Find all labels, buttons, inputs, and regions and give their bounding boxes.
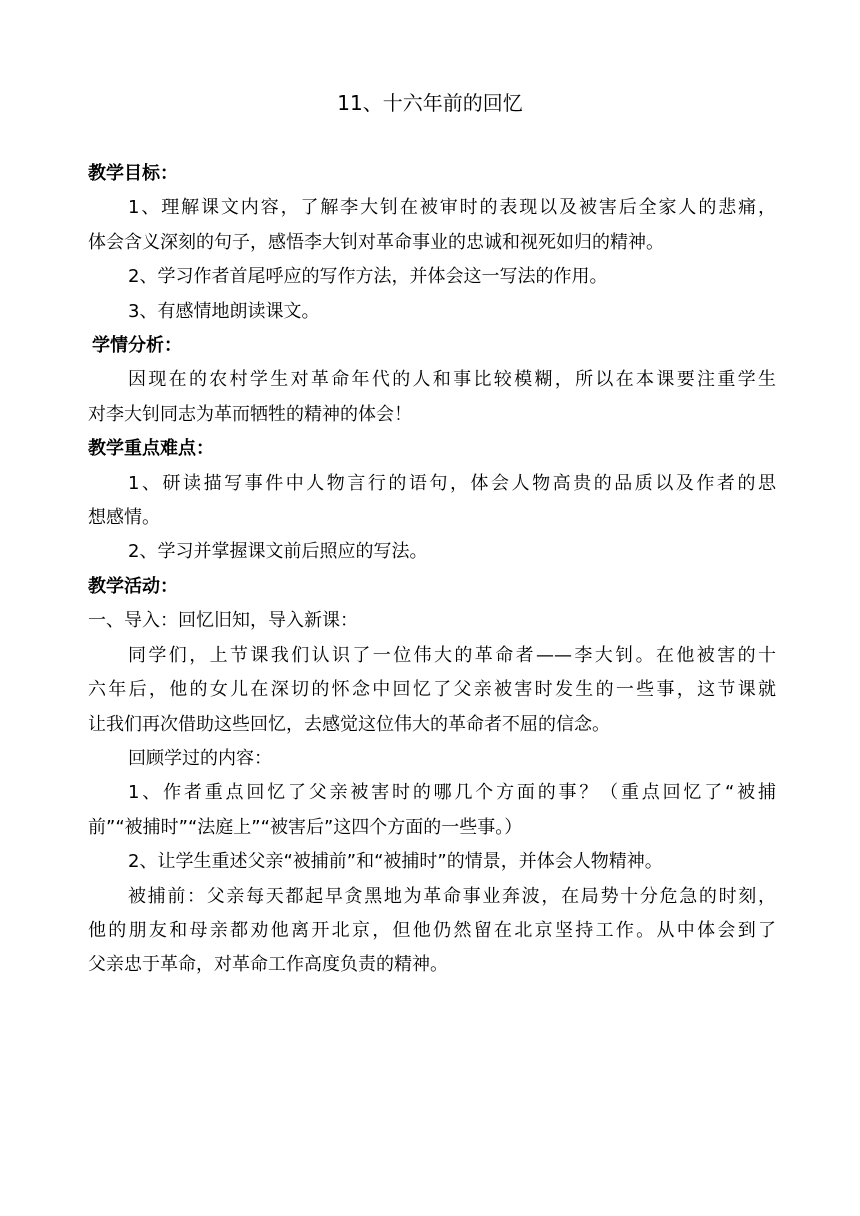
paragraph-line: 被捕前：父亲每天都起早贪黑地为革命事业奔波，在局势十分危急的时刻， [128,885,776,907]
paragraph-line: 1、研读描写事件中人物言行的语句，体会人物高贵的品质以及作者的思 [128,472,776,494]
document-title: 11、十六年前的回忆 [337,91,523,115]
paragraph-line: 回顾学过的内容： [128,747,272,769]
paragraph-line: 体会含义深刻的句子，感悟李大钊对革命事业的忠诚和视死如归的精神。 [88,231,664,253]
paragraph-line: 六年后，他的女儿在深切的怀念中回忆了父亲被害时发生的一些事，这节课就 [88,679,776,701]
section-heading-activities: 教学活动： [88,575,178,597]
paragraph-line: 对李大钊同志为革而牺牲的精神的体会！ [88,403,412,425]
subsection-heading: 一、导入：回忆旧知，导入新课： [88,610,358,632]
paragraph-line: 1、作者重点回忆了父亲被害时的哪几个方面的事？（重点回忆了“被捕 [128,782,776,804]
document-body [88,157,776,983]
paragraph-line: 1、理解课文内容，了解李大钊在被审时的表现以及被害后全家人的悲痛， [128,197,776,219]
section-heading-student-analysis: 学情分析： [92,335,182,357]
paragraph-line: 前”“被捕时”“法庭上”“被害后”这四个方面的一些事。） [88,816,523,838]
paragraph-line: 他的朋友和母亲都劝他离开北京，但他仍然留在北京坚持工作。从中体会到了 [88,919,776,941]
paragraph-line: 让我们再次借助这些回忆，去感觉这位伟大的革命者不屈的信念。 [88,713,610,735]
paragraph-line: 2、让学生重述父亲“被捕前”和“被捕时”的情景，并体会人物精神。 [128,851,663,873]
section-heading-objectives: 教学目标： [88,163,178,184]
paragraph-line: 3、有感情地朗读课文。 [128,300,320,322]
paragraph-line: 2、学习作者首尾呼应的写作方法，并体会这一写法的作用。 [128,266,608,288]
paragraph-line: 2、学习并掌握课文前后照应的写法。 [128,541,428,563]
section-heading-key-points: 教学重点难点： [88,438,214,460]
paragraph-line: 父亲忠于革命，对革命工作高度负责的精神。 [88,954,448,976]
paragraph-line: 想感情。 [88,507,160,529]
paragraph-line: 因现在的农村学生对革命年代的人和事比较模糊，所以在本课要注重学生 [128,369,776,391]
paragraph-line: 同学们，上节课我们认识了一位伟大的革命者——李大钊。在他被害的十 [128,644,776,666]
